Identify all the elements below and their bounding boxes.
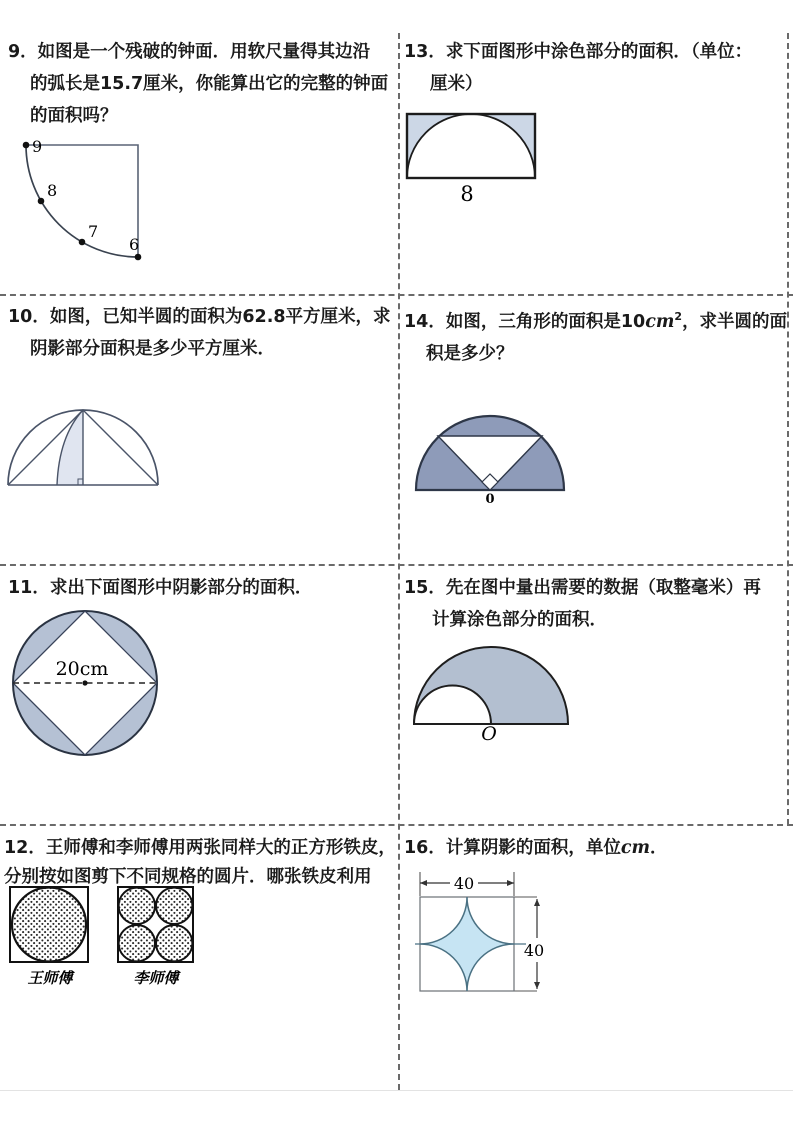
problem-12-line-1: 12．王师傅和李师傅用两张同样大的正方形铁皮， xyxy=(4,838,396,858)
problem-16-figure-star-square xyxy=(412,866,557,998)
problem-12-figure-squares xyxy=(8,884,208,989)
problem-16-text xyxy=(404,834,789,863)
problem-10-line-2: 阴影部分面积是多少平方厘米． xyxy=(30,339,275,359)
problem-9-line-1: 9．如图是一个残破的钟面．用软尺量得其边沿 xyxy=(8,42,371,62)
width-dimension-label: 40 xyxy=(453,874,475,893)
problem-9-line-3: 的面积吗？ xyxy=(30,106,118,126)
center-dot xyxy=(82,680,87,685)
diameter-label: 20cm xyxy=(55,658,109,680)
problem-15-text xyxy=(404,572,789,636)
clock-dot-6 xyxy=(135,254,142,261)
problem-14-line-1-pre: 14．如图，三角形的面积是10 xyxy=(404,311,646,332)
clock-number-6: 6 xyxy=(129,235,140,254)
height-dimension-label: 40 xyxy=(523,941,545,960)
right-square-label: 李师傅 xyxy=(133,969,179,987)
problem-13-text xyxy=(404,36,789,100)
problem-10-figure-semicircle xyxy=(5,398,175,493)
top-dim-arrow-left xyxy=(420,880,427,886)
right-circle-top-left xyxy=(119,888,155,924)
row-divider-2 xyxy=(0,564,793,566)
right-circle-bottom-left xyxy=(119,925,155,961)
problem-14-line-1-post: ，求半圆的面 xyxy=(682,311,788,332)
problem-9-figure-clock-quarter xyxy=(10,135,160,270)
right-circle-top-right xyxy=(156,888,192,924)
problem-11-line-1: 11．求出下面图形中阴影部分的面积． xyxy=(8,578,313,598)
clock-dot-9 xyxy=(23,142,30,149)
problem-9-line-2: 的弧长是15.7厘米，你能算出它的完整的钟面 xyxy=(30,74,389,94)
right-circle-bottom-right xyxy=(156,925,192,961)
clock-number-7: 7 xyxy=(88,222,99,241)
row-divider-1 xyxy=(0,294,793,296)
problem-15-line-1: 15．先在图中量出需要的数据（取整毫米）再 xyxy=(404,578,761,598)
problem-9-text xyxy=(8,36,396,132)
problem-16-line-1 xyxy=(404,834,789,863)
clock-number-9: 9 xyxy=(32,137,43,156)
shaded-corners xyxy=(407,114,535,178)
column-divider xyxy=(398,33,400,1090)
clock-dot-7 xyxy=(79,239,86,246)
problem-11-figure-circle-square xyxy=(6,604,171,769)
problem-13-figure-semicircle-in-rectangle xyxy=(404,112,549,207)
problem-12-line-2: 分别按如图剪下不同规格的圆片．哪张铁皮利用 xyxy=(4,867,372,887)
problem-13-line-2: 厘米） xyxy=(430,74,483,94)
bottom-faint-line xyxy=(0,1090,793,1091)
left-large-circle xyxy=(12,888,86,962)
clock-dot-8 xyxy=(38,198,45,205)
problem-16-line-1-post: ． xyxy=(650,838,668,858)
problem-14-figure-semicircle xyxy=(413,396,573,506)
problem-14-text xyxy=(404,301,789,370)
base-dimension-label: 8 xyxy=(460,182,474,206)
problem-11-text xyxy=(8,572,396,604)
clock-number-8: 8 xyxy=(47,181,58,200)
problem-10-line-1: 10．如图，已知半圆的面积为62.8平方厘米，求 xyxy=(8,307,391,327)
center-label: 0 xyxy=(485,492,495,506)
problem-14-unit-sup: 2 xyxy=(674,310,683,323)
problem-15-line-2: 计算涂色部分的面积． xyxy=(432,610,607,630)
problem-14-unit: cm xyxy=(645,311,675,332)
problem-14-line-2: 积是多少？ xyxy=(426,343,514,364)
problem-14-line-1 xyxy=(404,301,789,338)
shaded-lune xyxy=(57,410,83,485)
right-dim-arrow-down xyxy=(534,982,540,989)
problem-15-figure-semicircles xyxy=(409,641,577,741)
right-border xyxy=(787,33,789,825)
row-divider-3 xyxy=(0,824,793,826)
top-dim-arrow-right xyxy=(507,880,514,886)
right-dim-arrow-up xyxy=(534,899,540,906)
problem-10-text xyxy=(8,301,396,365)
problem-16-line-1-pre: 16．计算阴影的面积，单位 xyxy=(404,838,621,858)
center-label: O xyxy=(481,723,497,741)
problem-16-unit: cm xyxy=(620,838,651,858)
left-square-label: 王师傅 xyxy=(27,969,73,987)
problem-13-line-1: 13．求下面图形中涂色部分的面积．（单位： xyxy=(404,42,753,62)
